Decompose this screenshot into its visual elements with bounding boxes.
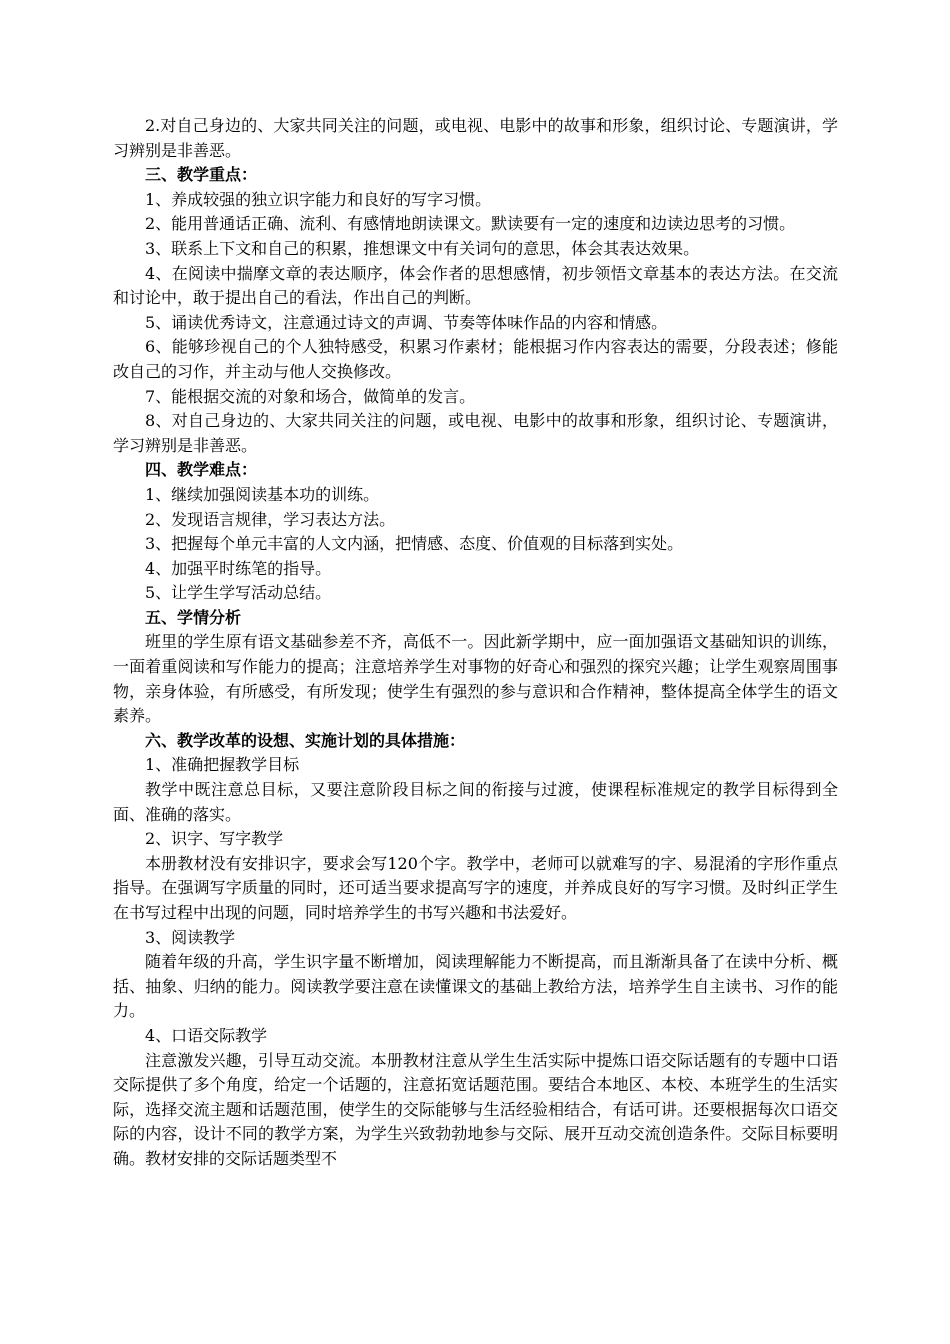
subheading: 1、准确把握教学目标: [145, 755, 300, 775]
section-heading-focus: 三、教学重点：: [145, 165, 258, 185]
paragraph: 5、诵读优秀诗文，注意通过诗文的声调、节奏等体味作品的内容和情感。: [145, 312, 668, 332]
section-heading-difficulties: 四、教学难点：: [145, 460, 258, 480]
paragraph: 6、能够珍视自己的个人独特感受，积累习作素材；能根据习作内容表达的需要，分段表述；修能改自己的习作，并主动与他人交换修改。: [113, 337, 838, 381]
paragraph: 8、对自己身边的、大家共同关注的问题，或电视、电影中的故事和形象，组织讨论、专题演讲，学习辨别是非善恶。: [113, 411, 838, 455]
subheading: 2、识字、写字教学: [145, 829, 284, 849]
paragraph: 随着年级的升高，学生识字量不断增加，阅读理解能力不断提高，而且渐渐具备了在读中分析、概括、抽象、归纳的能力。阅读教学要注意在读懂课文的基础上教给方法，培养学生自主读书、习作的能力。: [113, 952, 838, 1021]
paragraph: 3、把握每个单元丰富的人文内涵，把情感、态度、价值观的目标落到实处。: [145, 534, 684, 554]
paragraph: 1、继续加强阅读基本功的训练。: [145, 484, 380, 504]
section-heading-reform: 六、教学改革的设想、实施计划的具体措施：: [145, 730, 466, 750]
paragraph: 2、发现语言规律，学习表达方法。: [145, 509, 396, 529]
paragraph: 注意激发兴趣，引导互动交流。本册教材注意从学生生活实际中提炼口语交际话题有的专题中口语交际提供了多个角度，给定一个话题的，注意拓宽话题范围。要结合本地区、本校、本班学生的生活实际，选择交流主题和话题范围，使学生的交际能够与生活经验相结合，有话可讲。还要根据每次口语交际的内容，设计不同的教学方案，为学生兴致勃勃地参与交际、展开互动交流创造条件。交际目标要明确。教材安排的交际话题类型不: [113, 1050, 838, 1168]
subheading: 3、阅读教学: [145, 927, 236, 947]
paragraph: 3、联系上下文和自己的积累，推想课文中有关词句的意思，体会其表达效果。: [145, 238, 700, 258]
paragraph: 4、在阅读中揣摩文章的表达顺序，体会作者的思想感情，初步领悟文章基本的表达方法。在交流和讨论中，敢于提出自己的看法，作出自己的判断。: [113, 263, 838, 308]
paragraph: 5、让学生学写活动总结。: [145, 583, 332, 603]
paragraph: 班里的学生原有语文基础参差不齐，高低不一。因此新学期中，应一面加强语文基础知识的训练，一面着重阅读和写作能力的提高；注意培养学生对事物的好奇心和强烈的探究兴趣；让学生观察周围事物，亲身体验，有所感受，有所发现；使学生有强烈的参与意识和合作精神，整体提高全体学生的语文素养。: [113, 632, 838, 726]
document-page: [113, 114, 838, 1172]
subheading: 4、口语交际教学: [145, 1025, 268, 1045]
paragraph: 4、加强平时练笔的指导。: [145, 558, 332, 578]
paragraph: 2.对自己身边的、大家共同关注的问题，或电视、电影中的故事和形象，组织讨论、专题演讲，学习辨别是非善恶。: [113, 116, 838, 160]
paragraph: 2、能用普通话正确、流利、有感情地朗读课文。默读要有一定的速度和边读边思考的习惯。: [145, 214, 796, 234]
paragraph: 教学中既注意总目标，又要注意阶段目标之间的衔接与过渡，使课程标准规定的教学目标得到全面、准确的落实。: [113, 780, 838, 824]
paragraph: 1、养成较强的独立识字能力和良好的写字习惯。: [145, 189, 492, 209]
section-heading-analysis: 五、学情分析: [145, 607, 242, 627]
paragraph: 本册教材没有安排识字，要求会写120个字。教学中，老师可以就难写的字、易混淆的字形作重点指导。在强调写字质量的同时，还可适当要求提高写字的速度，并养成良好的写字习惯。及时纠正学生在书写过程中出现的问题，同时培养学生的书写兴趣和书法爱好。: [113, 853, 838, 922]
paragraph: 7、能根据交流的对象和场合，做简单的发言。: [145, 386, 476, 406]
